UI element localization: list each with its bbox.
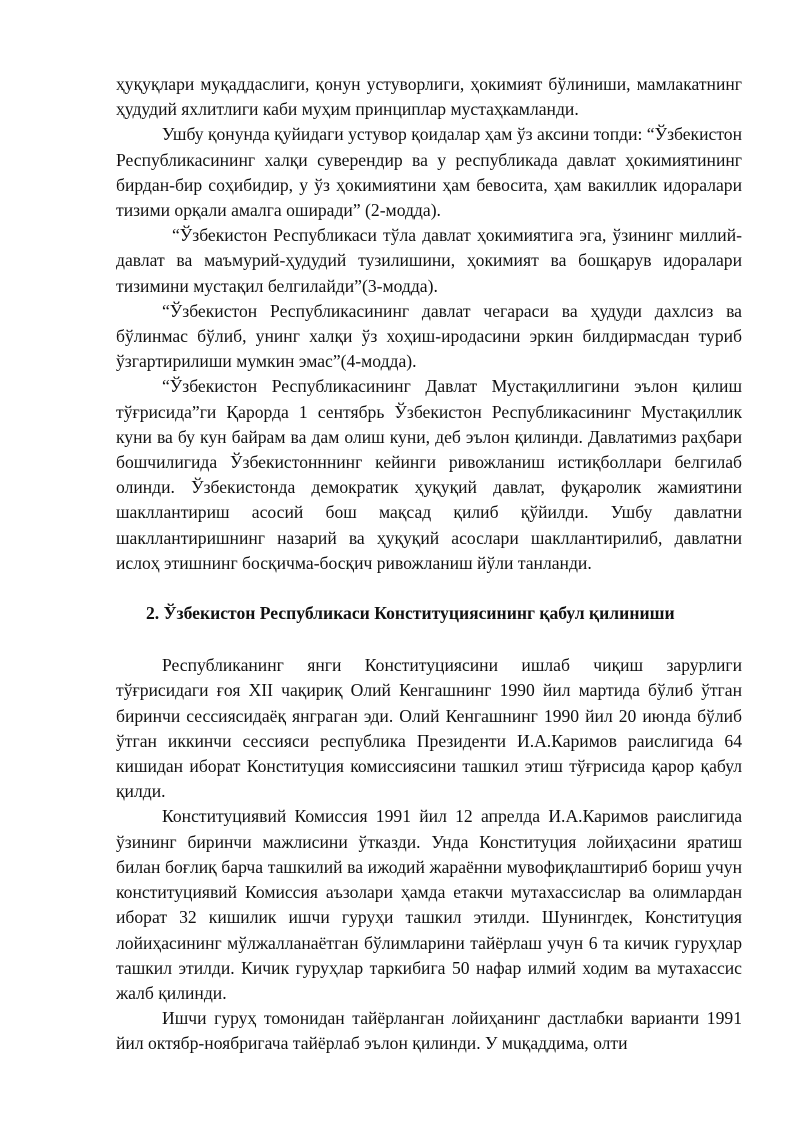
paragraph-constitutional-commission: Конституциявий Комиссия 1991 йил 12 апрелда И.А.Каримов раислигида ўзининг биринчи мажлисини ўтказди. Унда Конституция лойиҳасини яратиш билан боғлиқ барча ташкилий ва ижодий жараённи мувофиқлаштириб бориш учун конституциявий Комиссия аъзолари ҳамда етакчи мутахассислар ва олимлардан иборат 32 кишилик ишчи гуруҳи ташкил этилди. Шунингдек, Конституция лойиҳасининг мўлжалланаётган бўлимларини тайёрлаш учун 6 та кичик гуруҳлар ташкил этилди. Кичик гуруҳлар таркибига 50 нафар илмий ходим ва мутахассис жалб қилинди. — [116, 806, 742, 1003]
paragraph-independence-day: “Ўзбекистон Республикасининг Давлат Мустақиллигини эълон қилиш тўғрисида”ги Қарорда 1 сентябрь Ўзбекистон Республикасининг Мустақиллик куни ва бу кун байрам ва дам олиш куни, деб эълон қилинди. Давлатимиз раҳбари бошчилигида Ўзбекистонннинг кейинги ривожланиш истиқболлари белгилаб олинди. Ўзбекистонда демократик ҳуқуқий давлат, фуқаролик жамиятини шакллантириш асосий бош мақсад қилиб қўйилди. Ушбу давлатни шакллантиришнинг назарий ва ҳуқуқий асослари шакллантирилиб, давлатни ислоҳ этишнинг босқичма-босқич ривожланиш йўли танланди. — [116, 376, 742, 573]
document-page — [116, 72, 742, 1057]
paragraph-article-3: “Ўзбекистон Республикаси тўла давлат ҳокимиятига эга, ўзининг миллий-давлат ва маъмурий-ҳудудий тузилишини, ҳокимият ва бошқарув идоралари тизимини мустақил белгилайди”(3-модда). — [116, 225, 742, 296]
paragraph-constitution-idea: Республиканинг янги Конституциясини ишлаб чиқиш зарурлиги тўғрисидаги ғоя XII чақириқ Олий Кенгашнинг 1990 йил мартида бўлиб ўтган биринчи сессиясидаёқ янграган эди. Олий Кенгашнинг 1990 йил 20 июнда бўлиб ўтган иккинчи сессияси республика Президенти И.А.Каримов раислигида 64 кишидан иборат Конституция комиссиясини ташкил этиш тўғрисида қарор қабул қилди. — [116, 655, 742, 802]
paragraph-principles: ҳуқуқлари муқаддаслиги, қонун устуворлиги, ҳокимият бўлиниши, мамлакатнинг ҳудудий яхлитлиги каби муҳим принциплар мустаҳкамланди. — [116, 74, 742, 120]
paragraph-article-4: “Ўзбекистон Республикасининг давлат чегараси ва ҳудуди дахлсиз ва бўлинмас бўлиб, унинг халқи ўз хоҳиш-иродасини эркин билдирмасдан туриб ўзгартирилиши мумкин эмас”(4-модда). — [116, 300, 742, 372]
paragraph-draft-version: Ишчи гуруҳ томонидан тайёрланган лойиҳанинг дастлабки варианти 1991 йил октябр-ноябригача тайёрлаб эълон қилинди. У мuқаддима, олти — [116, 1008, 742, 1054]
section-heading: 2. Ўзбекистон Республикаси Конституциясининг қабул қилиниши — [146, 603, 675, 624]
paragraph-article-2: Ушбу қонунда қуйидаги устувор қоидалар ҳам ўз аксини топди: “Ўзбекистон Республикасининг халқи суверендир ва у республикада давлат ҳокимиятининг бирдан-бир соҳибидир, у ўз ҳокимиятини ҳам бевосита, ҳам вакиллик идоралари тизими орқали амалга оширади” (2-модда). — [116, 124, 742, 221]
